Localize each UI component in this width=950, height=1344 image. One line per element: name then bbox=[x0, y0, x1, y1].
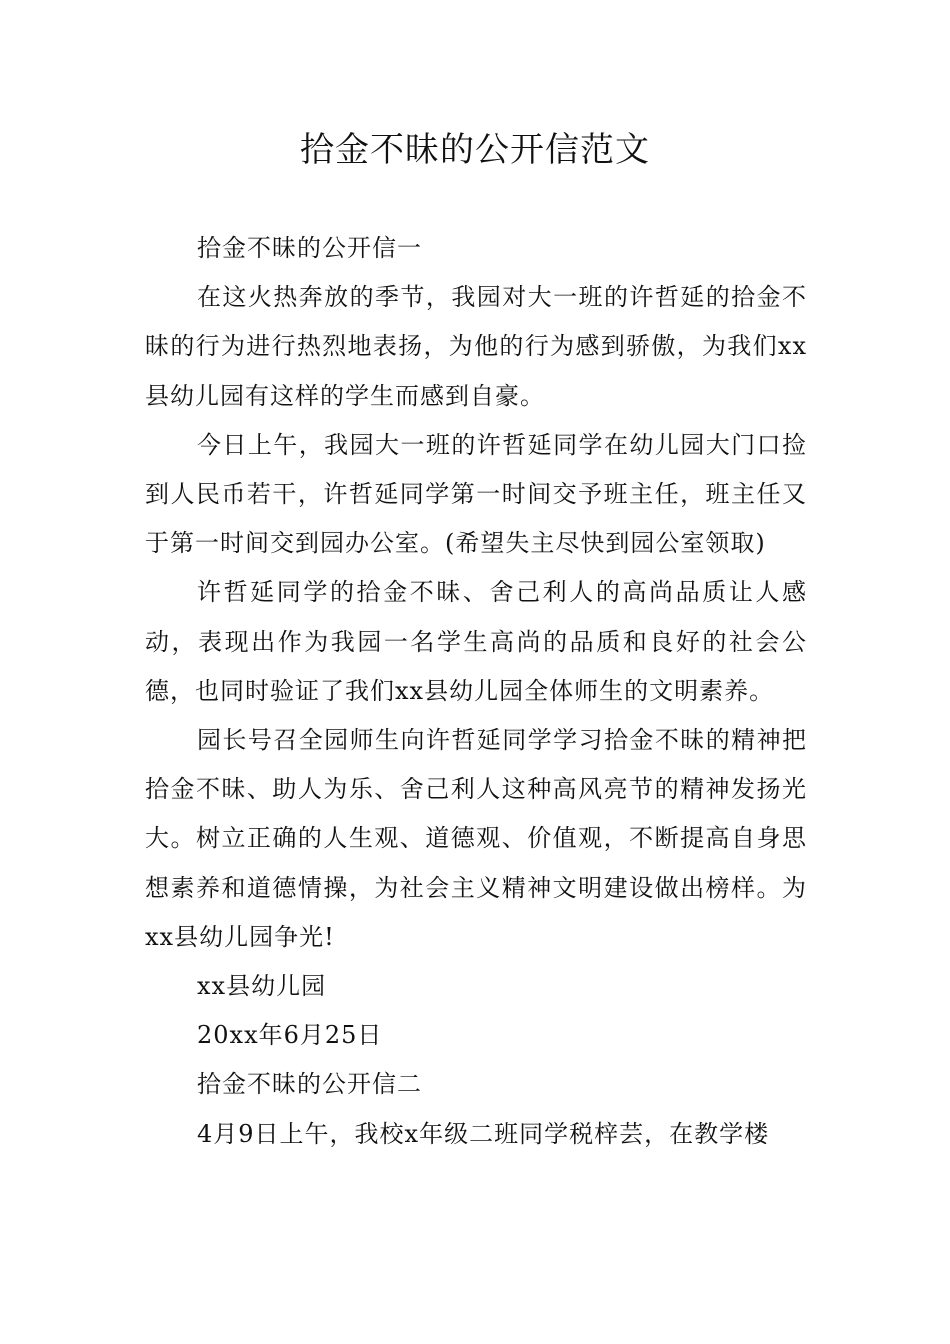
paragraph-intro: 在这火热奔放的季节，我园对大一班的许哲延的拾金不昧的行为进行热烈地表扬，为他的行为感到骄傲，为我们xx县幼儿园有这样的学生而感到自豪。 bbox=[145, 283, 807, 410]
signature-date: 20xx年6月25日 bbox=[197, 1021, 383, 1050]
paragraph-call: 园长号召全园师生向许哲延同学学习拾金不昧的精神把拾金不昧、助人为乐、舍己利人这种高风亮节的精神发扬光大。树立正确的人生观、道德观、价值观，不断提高自身思想素养和道德情操，为社会主义精神文明建设做出榜样。为xx县幼儿园争光! bbox=[145, 726, 807, 951]
paragraph-event: 今日上午，我园大一班的许哲延同学在幼儿园大门口捡到人民币若干，许哲延同学第一时间交予班主任，班主任又于第一时间交到园办公室。(希望失主尽快到园公室领取) bbox=[145, 430, 807, 558]
section-heading-one: 拾金不昧的公开信一 bbox=[197, 234, 422, 262]
section-heading-two: 拾金不昧的公开信二 bbox=[197, 1070, 422, 1099]
paragraph-praise: 许哲延同学的拾金不昧、舍己利人的高尚品质让人感动，表现出作为我园一名学生高尚的品质和良好的社会公德，也同时验证了我们xx县幼儿园全体师生的文明素养。 bbox=[145, 578, 807, 705]
paragraph-letter-two-start: 4月9日上午，我校x年级二班同学税梓芸，在教学楼 bbox=[197, 1119, 770, 1148]
signature-organization: xx县幼儿园 bbox=[197, 972, 327, 1001]
document-body bbox=[145, 224, 807, 1159]
document-title: 拾金不昧的公开信范文 bbox=[300, 130, 650, 170]
